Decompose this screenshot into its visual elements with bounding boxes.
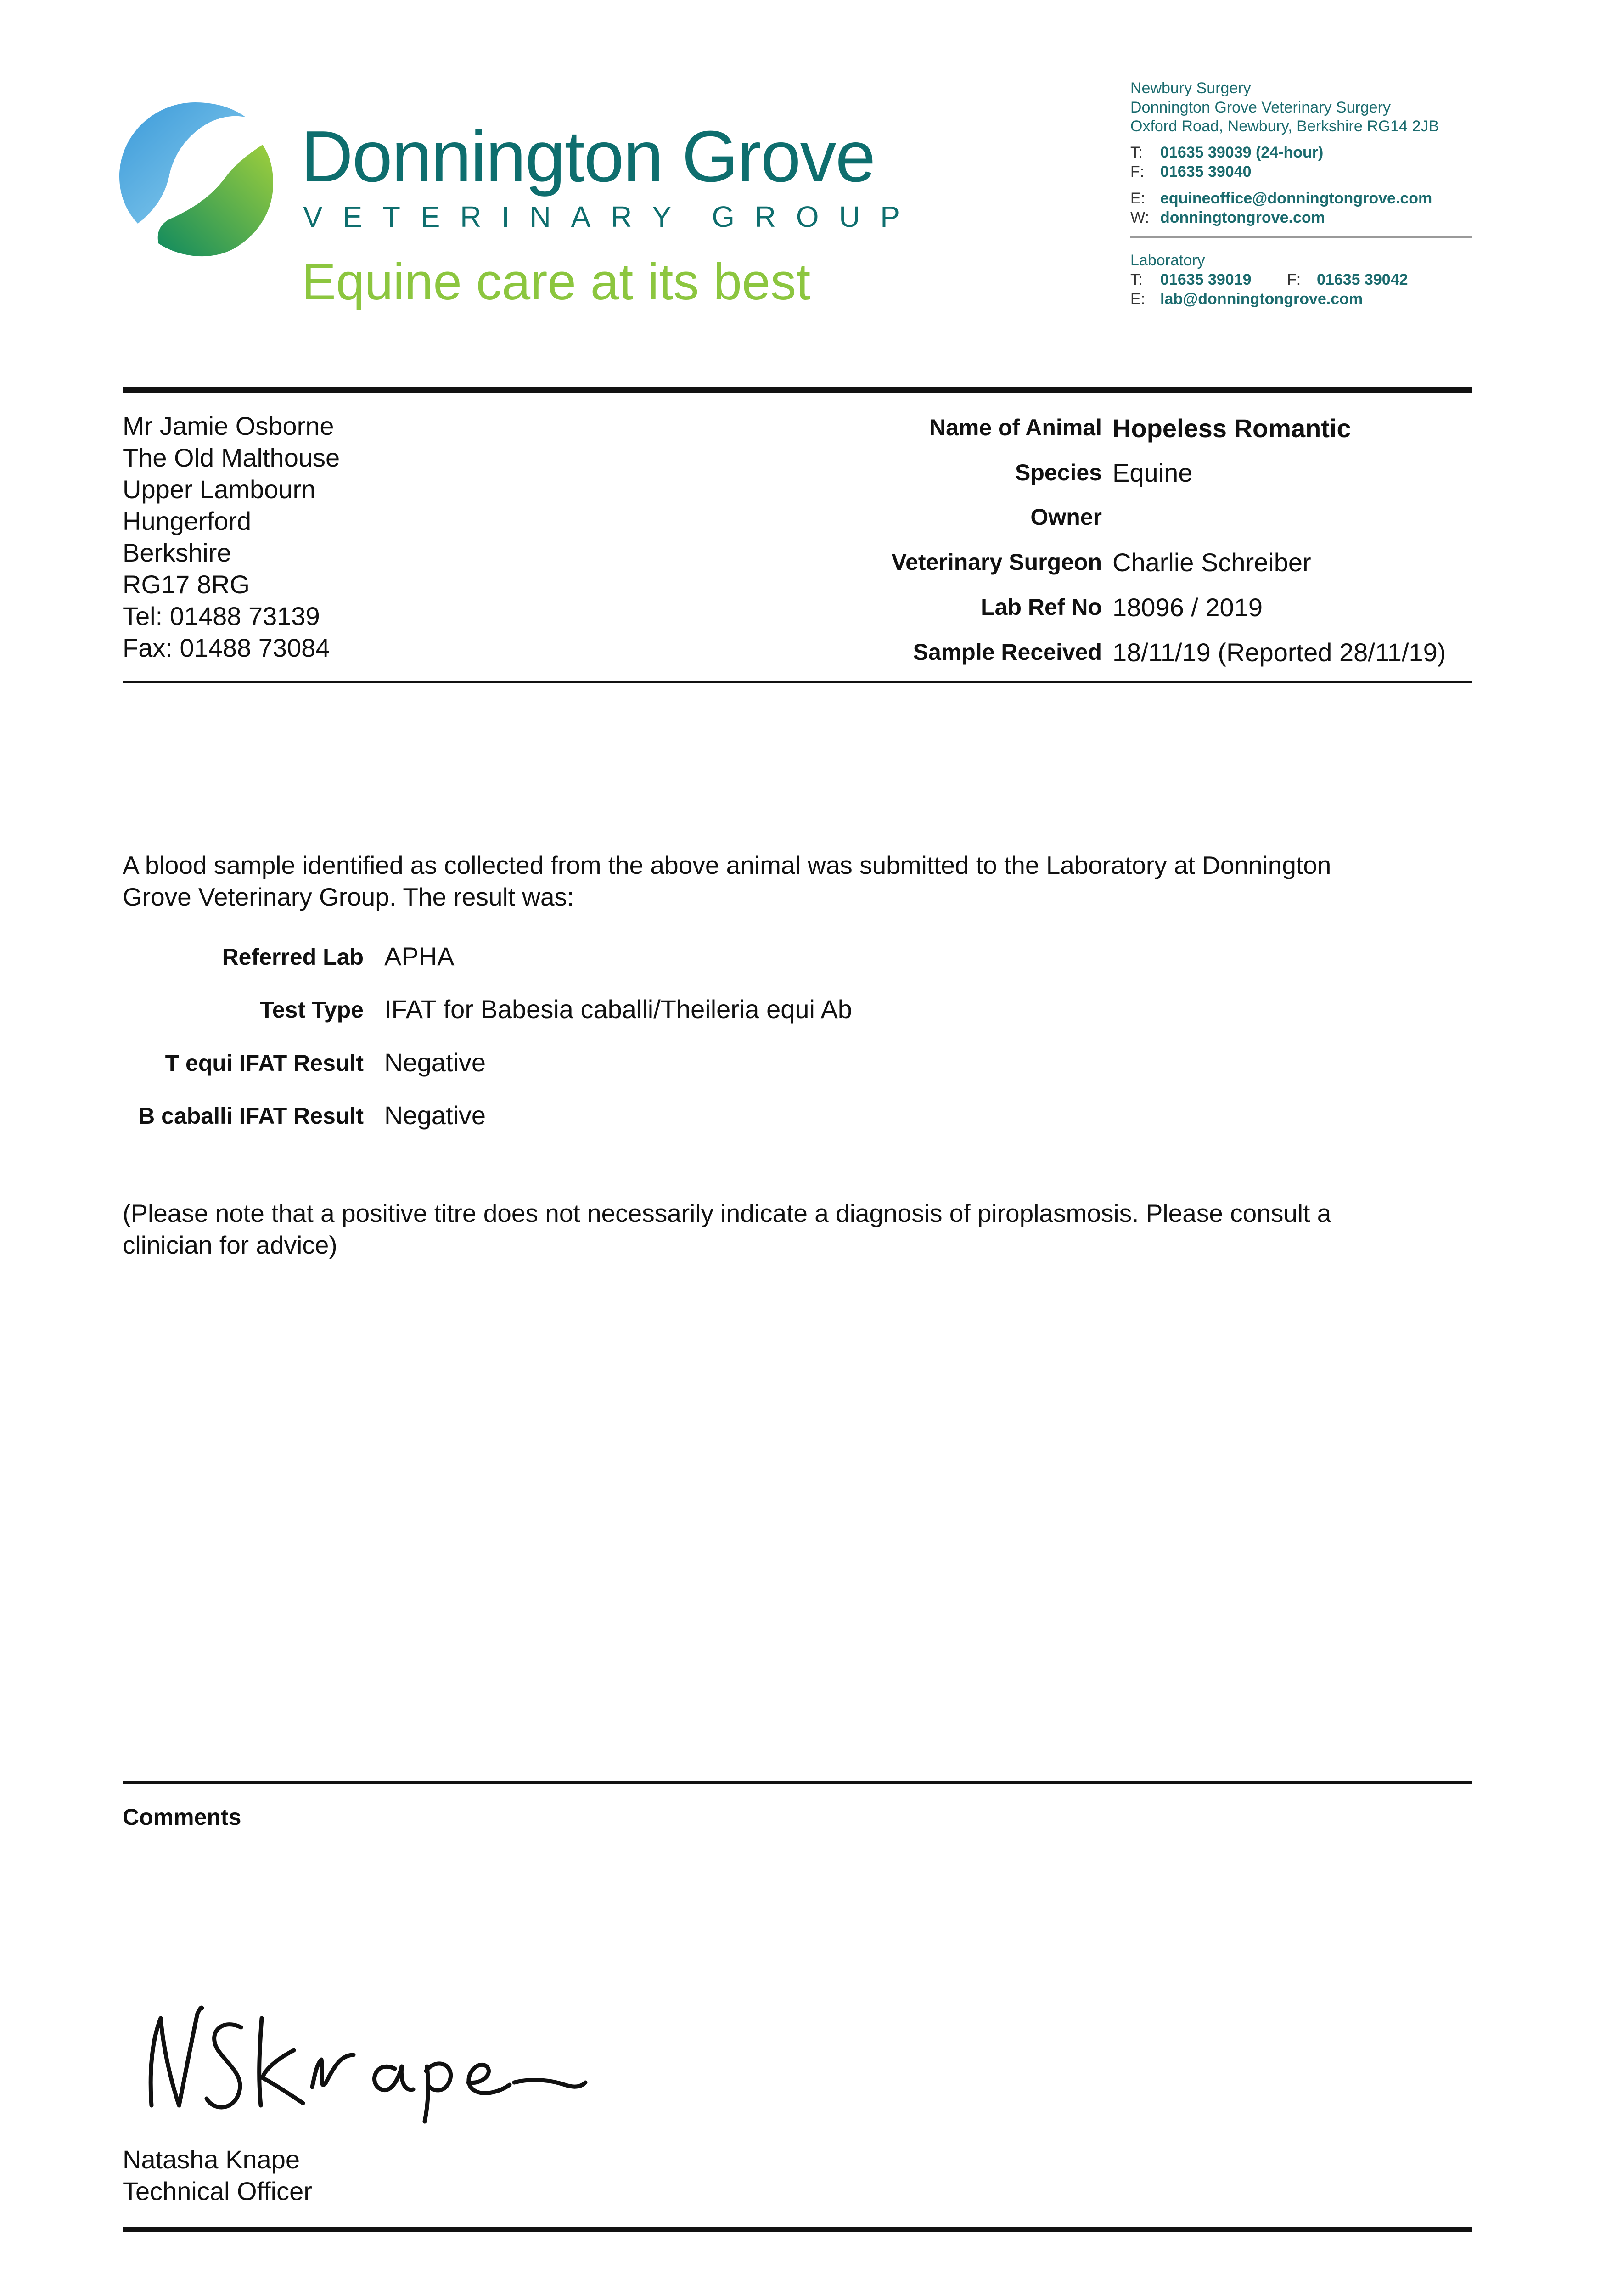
brand-sub-letter: O bbox=[796, 200, 819, 233]
test-type-label: Test Type bbox=[260, 997, 364, 1023]
t-equi-result-value: Negative bbox=[384, 1048, 486, 1077]
email-label: E: bbox=[1130, 290, 1146, 308]
lab-fax-value: 01635 39042 bbox=[1317, 271, 1408, 288]
vet-surgeon-label: Veterinary Surgeon bbox=[891, 549, 1102, 575]
note-line: clinician for advice) bbox=[123, 1231, 337, 1259]
t-equi-result-label: T equi IFAT Result bbox=[165, 1050, 364, 1076]
surgery-web-link[interactable]: donningtongrove.com bbox=[1160, 209, 1325, 226]
address-line: Hungerford bbox=[123, 506, 252, 535]
brand-sub-letter: Y bbox=[652, 200, 672, 233]
animal-name-value: Hopeless Romantic bbox=[1112, 414, 1351, 443]
address-line: RG17 8RG bbox=[123, 570, 250, 599]
phone-label: T: bbox=[1130, 271, 1143, 288]
signatory-name: Natasha Knape bbox=[123, 2145, 300, 2174]
surgery-fax bbox=[1130, 164, 1252, 180]
brand-sub-letter: V bbox=[303, 200, 323, 233]
surgery-email bbox=[1130, 191, 1432, 206]
intro-line: A blood sample identified as collected from the above animal was submitted to the Laboratory at Donnington bbox=[123, 851, 1331, 879]
header-bottom-rule bbox=[123, 681, 1472, 683]
brand-sub-letter: N bbox=[529, 200, 551, 233]
lab-ref-label: Lab Ref No bbox=[981, 594, 1102, 620]
logo-mark bbox=[115, 99, 280, 264]
comments-top-rule bbox=[123, 1781, 1472, 1784]
intro-paragraph bbox=[123, 850, 1472, 913]
fax-label: F: bbox=[1287, 271, 1301, 288]
recipient-address bbox=[123, 410, 340, 664]
brand-subtitle bbox=[303, 202, 900, 231]
surgery-fax-value: 01635 39040 bbox=[1160, 163, 1252, 180]
brand-sub-letter: A bbox=[571, 200, 591, 233]
brand-sub-letter: T bbox=[382, 200, 400, 233]
brand-sub-letter: E bbox=[343, 200, 363, 233]
referred-lab-label: Referred Lab bbox=[222, 944, 364, 970]
brand-sub-letter: R bbox=[754, 200, 776, 233]
b-caballi-result-value: Negative bbox=[384, 1101, 486, 1130]
surgery-address-line1: Donnington Grove Veterinary Surgery bbox=[1130, 99, 1391, 116]
address-line: Tel: 01488 73139 bbox=[123, 602, 320, 630]
surgery-web bbox=[1130, 210, 1325, 225]
brand-sub-letter: G bbox=[712, 200, 735, 233]
header-top-rule bbox=[123, 387, 1472, 393]
signature-image bbox=[138, 1991, 606, 2128]
disclaimer-note bbox=[123, 1198, 1472, 1261]
lab-heading: Laboratory bbox=[1130, 252, 1205, 269]
owner-label: Owner bbox=[1030, 504, 1102, 530]
lab-phone-fax bbox=[1130, 272, 1408, 287]
email-label: E: bbox=[1130, 190, 1146, 207]
lab-email bbox=[1130, 291, 1363, 307]
signatory-title: Technical Officer bbox=[123, 2177, 312, 2206]
address-line: Berkshire bbox=[123, 538, 231, 567]
brand-name: Donnington Grove bbox=[301, 116, 875, 197]
lab-email-link[interactable]: lab@donningtongrove.com bbox=[1160, 290, 1363, 308]
vet-surgeon-value: Charlie Schreiber bbox=[1112, 548, 1311, 577]
sample-received-label: Sample Received bbox=[913, 639, 1102, 665]
signatory bbox=[123, 2144, 312, 2207]
brand-sub-letter: U bbox=[839, 200, 860, 233]
web-label: W: bbox=[1130, 209, 1149, 226]
surgery-phone bbox=[1130, 145, 1323, 160]
species-label: Species bbox=[1015, 460, 1102, 485]
surgery-heading: Newbury Surgery bbox=[1130, 79, 1251, 97]
referred-lab-value: APHA bbox=[384, 942, 455, 971]
note-line: (Please note that a positive titre does not necessarily indicate a diagnosis of piroplasmosis. Please consult a bbox=[123, 1199, 1331, 1227]
test-type-value: IFAT for Babesia caballi/Theileria equi Ab bbox=[384, 995, 852, 1024]
footer-rule bbox=[123, 2227, 1472, 2232]
brand-sub-letter: R bbox=[460, 200, 482, 233]
brand-sub-letter: R bbox=[611, 200, 632, 233]
address-line: The Old Malthouse bbox=[123, 443, 340, 472]
address-line: Fax: 01488 73084 bbox=[123, 633, 330, 662]
animal-name-label: Name of Animal bbox=[929, 415, 1102, 440]
address-line: Upper Lambourn bbox=[123, 475, 316, 504]
contact-divider bbox=[1130, 236, 1472, 238]
surgery-email-link[interactable]: equineoffice@donningtongrove.com bbox=[1160, 190, 1432, 207]
brand-sub-letter: I bbox=[501, 200, 510, 233]
species-value: Equine bbox=[1112, 458, 1193, 487]
comments-heading: Comments bbox=[123, 1804, 241, 1830]
surgery-phone-value: 01635 39039 (24-hour) bbox=[1160, 144, 1324, 161]
surgery-address-line2: Oxford Road, Newbury, Berkshire RG14 2JB bbox=[1130, 118, 1439, 135]
intro-line: Grove Veterinary Group. The result was: bbox=[123, 883, 574, 911]
fax-label: F: bbox=[1130, 163, 1145, 180]
address-line: Mr Jamie Osborne bbox=[123, 411, 334, 440]
tagline: Equine care at its best bbox=[302, 253, 811, 310]
b-caballi-result-label: B caballi IFAT Result bbox=[138, 1103, 364, 1129]
sample-received-value: 18/11/19 (Reported 28/11/19) bbox=[1112, 638, 1446, 667]
brand-sub-letter: E bbox=[420, 200, 440, 233]
lab-ref-value: 18096 / 2019 bbox=[1112, 593, 1263, 622]
phone-label: T: bbox=[1130, 144, 1143, 161]
brand-sub-letter: P bbox=[880, 200, 900, 233]
lab-phone-value: 01635 39019 bbox=[1160, 271, 1252, 288]
